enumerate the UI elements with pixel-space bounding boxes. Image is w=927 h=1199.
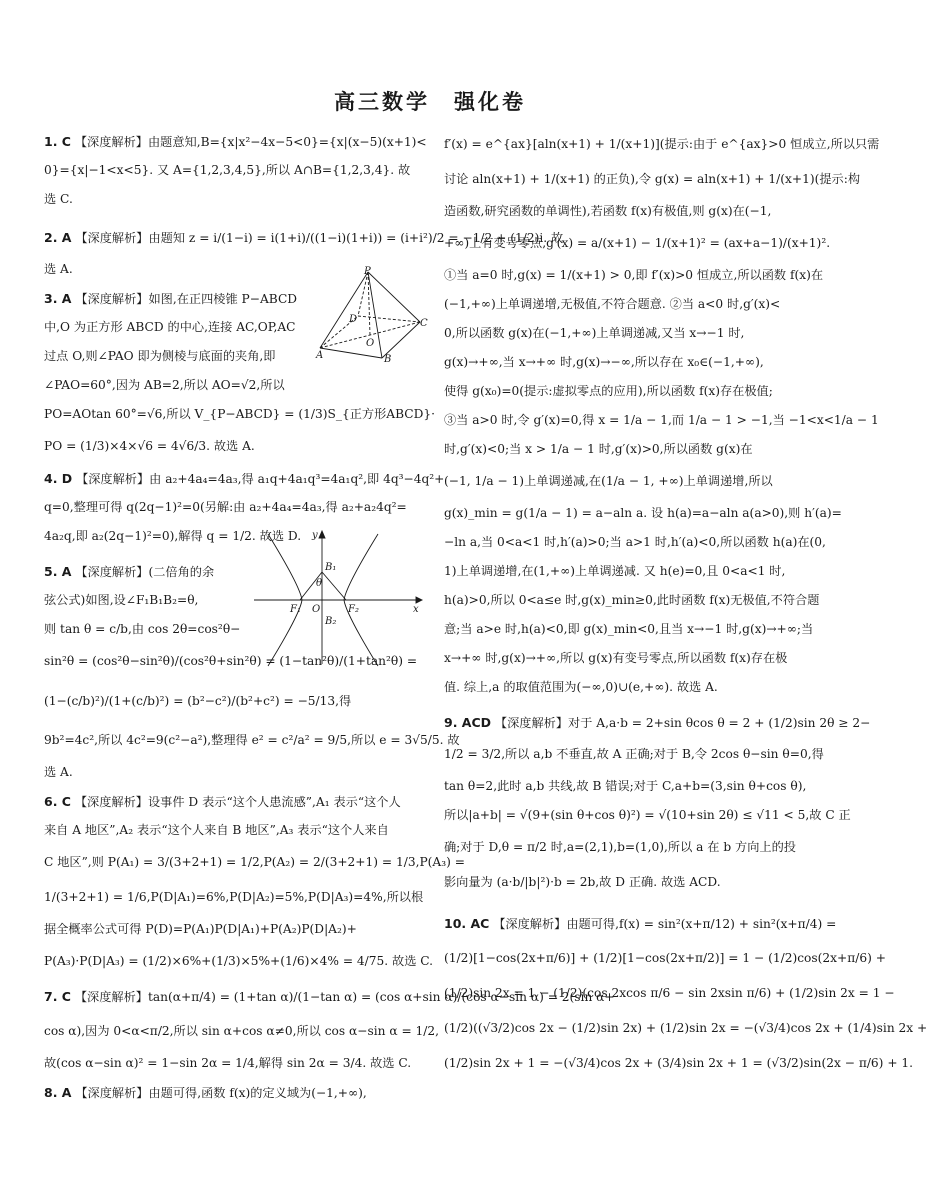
question-line: (1/2)((√3/2)cos 2x − (1/2)sin 2x) + (1/2)sin 2x = −(√3/4)cos 2x + (1/4)sin 2x + (444, 1021, 927, 1035)
question-line: 确;对于 D,θ = π/2 时,a=(2,1),b=(1,0),所以 a 在 b 方向上的投 (444, 840, 796, 854)
question-line: 选 A. (44, 262, 73, 276)
question-line: (−1,+∞)上单调递增,无极值,不符合题意. ②当 a<0 时,g′(x)< (444, 297, 781, 311)
question-line: 故(cos α−sin α)² = 1−sin 2α = 1/4,解得 sin 2α = 3/4. 故选 C. (44, 1056, 412, 1070)
question-number: 6. C (44, 794, 71, 809)
question-number: 7. C (44, 989, 71, 1004)
question-line: 4. D 【深度解析】由 a₂+4a₄=4a₃,得 a₁q+4a₁q³=4a₁q²,即 4q³−4q²+ (44, 471, 445, 486)
hyperbola-figure (250, 528, 424, 668)
question-line: 据全概率公式可得 P(D)=P(A₁)P(D|A₁)+P(A₂)P(D|A₂)+ (44, 922, 357, 936)
question-line: 7. C 【深度解析】tan(α+π/4) = (1+tan α)/(1−tan α) = (cos α+sin α)/(cos α−sin α) = 2(sin α+ (44, 989, 615, 1004)
question-line: 中,O 为正方形 ABCD 的中心,连接 AC,OP,AC (44, 320, 296, 334)
pyramid-figure (316, 266, 428, 365)
question-line: 9. ACD 【深度解析】对于 A,a·b = 2+sin θcos θ = 2 + (1/2)sin 2θ ≥ 2− (444, 715, 871, 730)
hyperbola-label-theta: θ (316, 578, 323, 589)
question-line: 9b²=4c²,所以 4c²=9(c²−a²),整理得 e² = c²/a² = 9/5,所以 e = 3√5/5. 故 (44, 733, 460, 747)
question-number: 1. C (44, 134, 71, 149)
question-line: g(x)→+∞,当 x→+∞ 时,g(x)→−∞,所以存在 x₀∈(−1,+∞), (444, 355, 764, 369)
question-line: 意;当 a>e 时,h(a)<0,即 g(x)_min<0,且当 x→−1 时,g(x)→+∞;当 (444, 622, 814, 636)
question-line: 4a₂q,即 a₂(2q−1)²=0),解得 q = 1/2. 故选 D. (44, 529, 302, 543)
question-line: f′(x) = e^{ax}[aln(x+1) + 1/(x+1)](提示:由于 e^{ax}>0 恒成立,所以只需 (444, 137, 880, 151)
question-line: +∞)上有变号零点,g′(x) = a/(x+1) − 1/(x+1)² = (ax+a−1)/(x+1)². (444, 236, 831, 250)
question-line: g(x)_min = g(1/a − 1) = a−aln a. 设 h(a)=a−aln a(a>0),则 h′(a)= (444, 506, 842, 520)
question-line: 来自 A 地区”,A₂ 表示“这个人来自 B 地区”,A₃ 表示“这个人来自 (44, 823, 389, 837)
question-line: x→+∞ 时,g(x)→+∞,所以 g(x)有变号零点,所以函数 f(x)存在极 (444, 651, 788, 665)
question-line: 5. A 【深度解析】(二倍角的余 (44, 564, 215, 579)
question-number: 5. A (44, 564, 72, 579)
question-line: 0}={x|−1<x<5}. 又 A={1,2,3,4,5},所以 A∩B={1,2,3,4}. 故 (44, 163, 411, 177)
question-line: 8. A 【深度解析】由题可得,函数 f(x)的定义域为(−1,+∞), (44, 1085, 367, 1100)
question-line: ∠PAO=60°,因为 AB=2,所以 AO=√2,所以 (44, 378, 285, 392)
question-line: 选 C. (44, 192, 73, 206)
question-line: ③当 a>0 时,令 g′(x)=0,得 x = 1/a − 1,而 1/a − 1 > −1,当 −1<x<1/a − 1 (444, 413, 879, 427)
question-line: 3. A 【深度解析】如图,在正四棱锥 P−ABCD (44, 291, 298, 306)
question-line: 1/(3+2+1) = 1/6,P(D|A₁)=6%,P(D|A₂)=5%,P(D|A₃)=4%,所以根 (44, 890, 424, 904)
question-line: 10. AC 【深度解析】由题可得,f(x) = sin²(x+π/12) + sin²(x+π/4) = (444, 916, 837, 931)
hyperbola-label-f2: F₂ (348, 604, 359, 615)
question-line: C 地区”,则 P(A₁) = 3/(3+2+1) = 1/2,P(A₂) = 2/(3+2+1) = 1/3,P(A₃) = (44, 855, 465, 869)
hyperbola-label-b1: B₁ (325, 562, 337, 573)
question-line: cos α),因为 0<α<π/2,所以 sin α+cos α≠0,所以 cos α−sin α = 1/2, (44, 1024, 440, 1038)
question-number: 4. D (44, 471, 73, 486)
question-line: 选 A. (44, 765, 73, 779)
axis-label-x: x (413, 604, 419, 615)
question-line: 1/2 = 3/2,所以 a,b 不垂直,故 A 正确;对于 B,令 2cos θ−sin θ=0,得 (444, 747, 824, 761)
hyperbola-label-o: O (312, 604, 321, 615)
question-line: PO=AOtan 60°=√6,所以 V_{P−ABCD} = (1/3)S_{正方形ABCD}· (44, 407, 435, 421)
question-number: 8. A (44, 1085, 72, 1100)
question-line: (1/2)[1−cos(2x+π/6)] + (1/2)[1−cos(2x+π/2)] = 1 − (1/2)cos(2x+π/6) + (444, 951, 886, 965)
question-line: PO = (1/3)×4×√6 = 4√6/3. 故选 A. (44, 439, 255, 453)
question-number: 10. AC (444, 916, 490, 931)
question-line: 则 tan θ = c/b,由 cos 2θ=cos²θ− (44, 622, 241, 636)
pyramid-label-a: A (316, 350, 324, 361)
question-line: sin²θ = (cos²θ−sin²θ)/(cos²θ+sin²θ) = (1−tan²θ)/(1+tan²θ) = (44, 654, 418, 668)
question-line: 造函数,研究函数的单调性),若函数 f(x)有极值,则 g(x)在(−1, (444, 204, 772, 218)
question-number: 3. A (44, 291, 72, 306)
question-line: (1−(c/b)²)/(1+(c/b)²) = (b²−c²)/(b²+c²) = −5/13,得 (44, 694, 352, 708)
question-line: −ln a,当 0<a<1 时,h′(a)>0;当 a>1 时,h′(a)<0,所以函数 h(a)在(0, (444, 535, 826, 549)
question-line: 使得 g(x₀)=0(提示:虚拟零点的应用),所以函数 f(x)存在极值; (444, 384, 773, 398)
question-line: q=0,整理可得 q(2q−1)²=0(另解:由 a₂+4a₄=4a₃,得 a₂+a₂4q²= (44, 500, 407, 514)
question-line: 6. C 【深度解析】设事件 D 表示“这个人患流感”,A₁ 表示“这个人 (44, 794, 401, 809)
question-line: 0,所以函数 g(x)在(−1,+∞)上单调递减,又当 x→−1 时, (444, 326, 745, 340)
hyperbola-label-f1: F₁ (290, 604, 301, 615)
question-line: h(a)>0,所以 0<a≤e 时,g(x)_min≥0,此时函数 f(x)无极值,不符合题 (444, 593, 820, 607)
question-line: ①当 a=0 时,g(x) = 1/(x+1) > 0,即 f′(x)>0 恒成立,所以函数 f(x)在 (444, 268, 824, 282)
pyramid-label-c: C (420, 318, 428, 329)
question-line: 时,g′(x)<0;当 x > 1/a − 1 时,g′(x)>0,所以函数 g(x)在 (444, 442, 753, 456)
page-title: 高三数学 强化卷 (334, 90, 526, 114)
pyramid-label-b: B (384, 354, 392, 365)
question-line: 1)上单调递增,在(1,+∞)上单调递减. 又 h(e)=0,且 0<a<1 时, (444, 564, 786, 578)
question-line: 值. 综上,a 的取值范围为(−∞,0)∪(e,+∞). 故选 A. (444, 680, 718, 694)
axis-label-y: y (312, 530, 318, 541)
pyramid-label-d: D (349, 314, 358, 325)
question-line: 2. A 【深度解析】由题知 z = i/(1−i) = i(1+i)/((1−i)(1+i)) = (i+i²)/2 = −1/2 + (1/2)i. 故 (44, 230, 564, 245)
question-line: (−1, 1/a − 1)上单调递减,在(1/a − 1, +∞)上单调递增,所以 (444, 474, 773, 488)
question-line: 影向量为 (a·b/|b|²)·b = 2b,故 D 正确. 故选 ACD. (444, 875, 721, 889)
question-number: 2. A (44, 230, 72, 245)
question-line: 讨论 aln(x+1) + 1/(x+1) 的正负),令 g(x) = aln(x+1) + 1/(x+1)(提示:构 (444, 172, 861, 186)
question-number: 9. ACD (444, 715, 492, 730)
hyperbola-label-b2: B₂ (325, 616, 337, 627)
question-line: 弦公式)如图,设∠F₁B₁B₂=θ, (44, 593, 199, 607)
question-line: (1/2)sin 2x + 1 = −(√3/4)cos 2x + (3/4)sin 2x + 1 = (√3/2)sin(2x − π/6) + 1. (444, 1056, 914, 1070)
question-line: 过点 O,则∠PAO 即为侧棱与底面的夹角,即 (44, 349, 276, 363)
question-line: 所以|a+b| = √(9+(sin θ+cos θ)²) = √(10+sin 2θ) ≤ √11 < 5,故 C 正 (444, 808, 851, 822)
question-line: tan θ=2,此时 a,b 共线,故 B 错误;对于 C,a+b=(3,sin θ+cos θ), (444, 779, 807, 793)
question-line: (1/2)sin 2x = 1 − (1/2)(cos 2xcos π/6 − sin 2xsin π/6) + (1/2)sin 2x = 1 − (444, 986, 895, 1000)
question-line: P(A₃)·P(D|A₃) = (1/2)×6%+(1/3)×5%+(1/6)×4% = 4/75. 故选 C. (44, 954, 434, 968)
question-line: 1. C 【深度解析】由题意知,B={x|x²−4x−5<0}={x|(x−5)(x+1)< (44, 134, 427, 149)
pyramid-label-p: P (364, 266, 371, 277)
right-column (444, 127, 927, 1081)
pyramid-label-o: O (366, 338, 375, 349)
